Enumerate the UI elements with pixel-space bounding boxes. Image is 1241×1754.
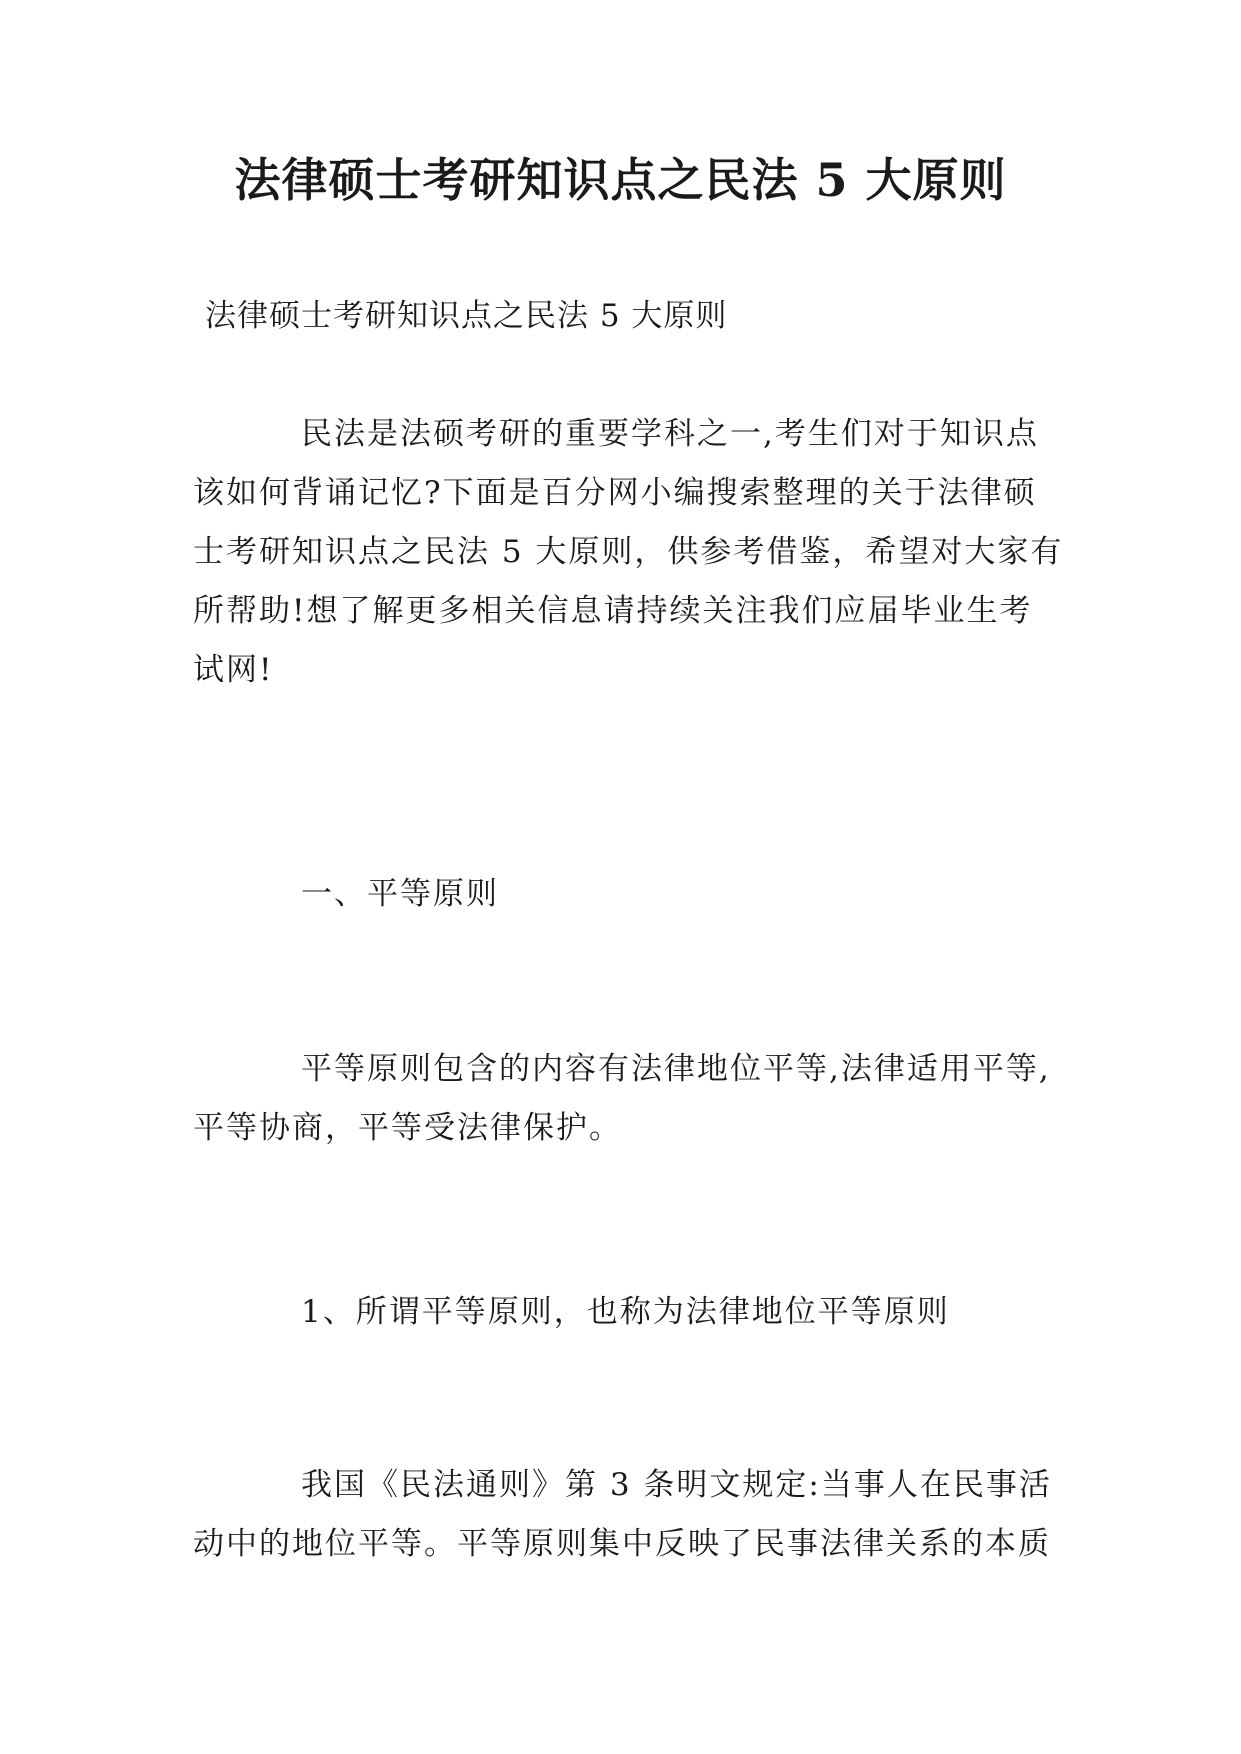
- intro-line: 士考研知识点之民法 5 大原则，供参考借鉴，希望对大家有: [193, 534, 1064, 570]
- document-title: 法律硕士考研知识点之民法 5 大原则: [234, 153, 1007, 207]
- section-heading: [193, 865, 1053, 924]
- civil-law-paragraph: [193, 1456, 1053, 1574]
- paragraph-line: 动中的地位平等。平等原则集中反映了民事法律关系的本质: [193, 1526, 1051, 1562]
- section-heading-text: 一、平等原则: [301, 876, 499, 912]
- intro-line: 试网!: [193, 652, 274, 688]
- numbered-item-text: 1、所谓平等原则，也称为法律地位平等原则: [301, 1294, 950, 1330]
- equality-paragraph: [193, 1040, 1053, 1158]
- intro-paragraph: [193, 405, 1064, 700]
- intro-line: 民法是法硕考研的重要学科之一,考生们对于知识点: [301, 416, 1039, 452]
- intro-line: 所帮助!想了解更多相关信息请持续关注我们应届毕业生考: [193, 593, 1033, 629]
- numbered-item: [193, 1283, 1053, 1342]
- paragraph-line: 我国《民法通则》第 3 条明文规定:当事人在民事活: [301, 1467, 1052, 1503]
- intro-line: 该如何背诵记忆?下面是百分网小编搜索整理的关于法律硕: [193, 475, 1037, 511]
- paragraph-line: 平等原则包含的内容有法律地位平等,法律适用平等,: [301, 1051, 1051, 1087]
- document-subtitle: 法律硕士考研知识点之民法 5 大原则: [205, 298, 728, 334]
- paragraph-line: 平等协商，平等受法律保护。: [193, 1110, 622, 1146]
